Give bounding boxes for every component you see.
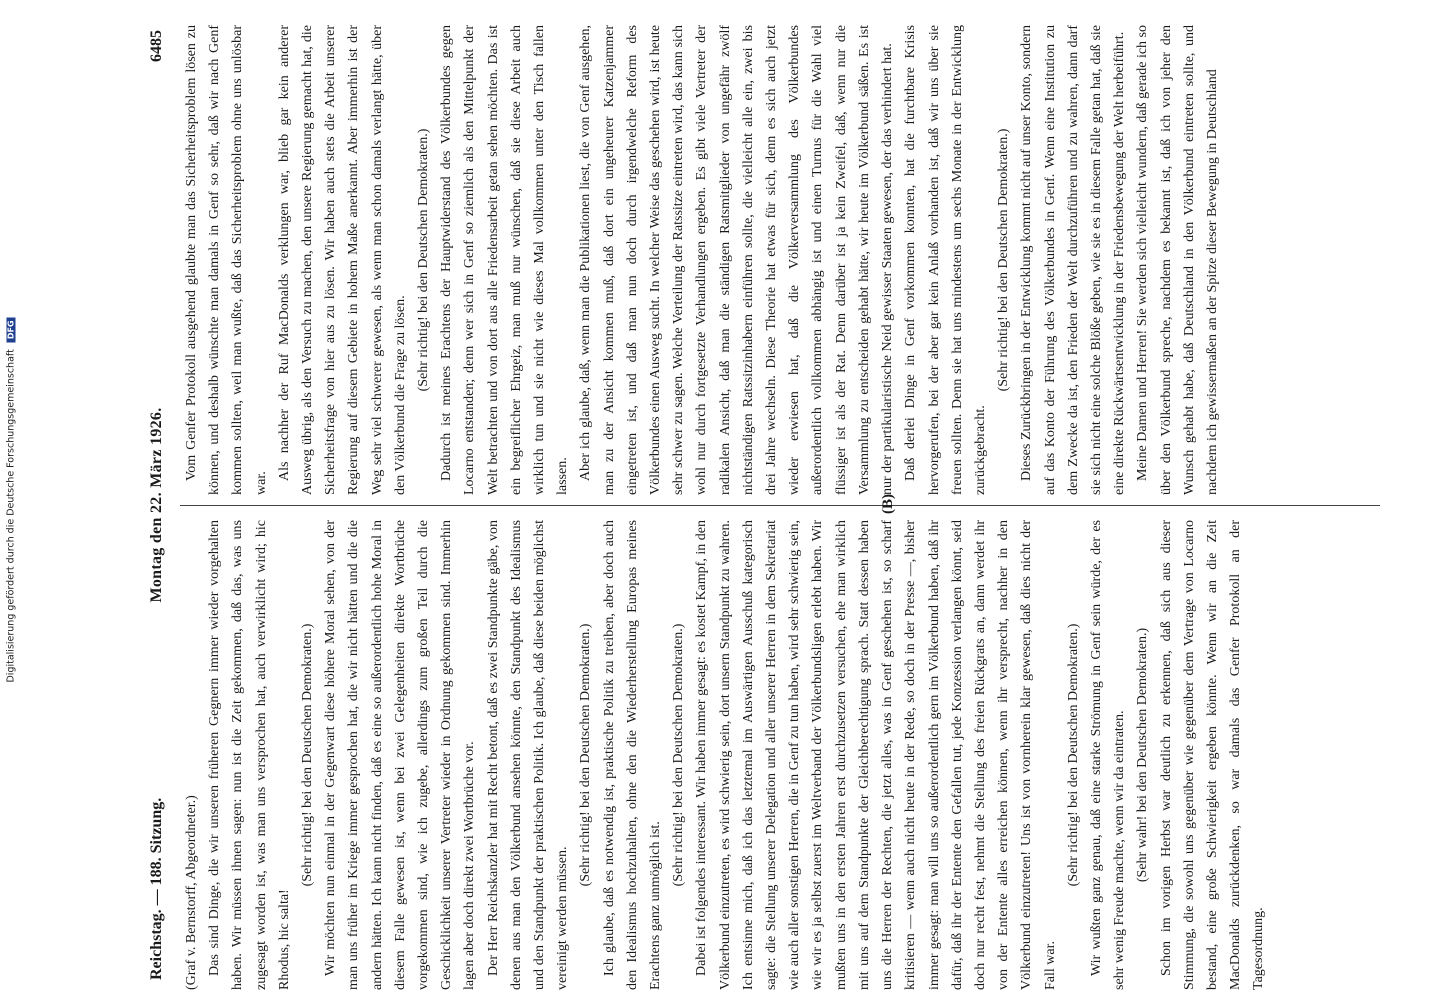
newspaper-page xyxy=(140,10,1390,1000)
text-column-right xyxy=(180,25,1380,495)
page-header xyxy=(148,30,174,980)
digitization-credit xyxy=(0,0,22,1000)
paragraph: Aber ich glaube, daß, wenn man die Publikationen liest, die von Genf ausgehen, man zu der Ansicht kommen muß, daß dort ein ungeheurer Katzenjammer eingetreten ist, und daß man nun doch durch irgendwelche Reform des Völkerbundes einen Ausweg sucht. In welcher Weise das geschehen wird, ist heute sehr schwer zu sagen. Welche Verteilung der Ratssitze eintreten wird, das kann sich wohl nur durch fortgesetzte Verhandlungen ergeben. Es gibt viele Vertreter der radikalen Ansicht, daß man die ständigen Ratsmitglieder von ungefähr zwölf nichtständigen Ratssitzinhabern einführen sollte, die vielleicht alle ein, zwei bis drei Jahre wechseln. Diese Theorie hat etwas für sich, denn es sich auch jetzt wieder erwiesen hat, daß die Völkerversammlung des Völkerbundes außerordentlich vollkommen abhängig ist und einen Turnus für die Wahl viel flüssiger ist als der Rat. Denn darüber ist ja kein Zweifel, daß, wenn nur die Versammlung zu entscheiden gehabt hätte, wir heute im Völkerbund säßen. Es ist nur der partikularistische Neid gewisser Staaten gewesen, der das verhindert hat. xyxy=(578,25,896,495)
paragraph: Schon im vorigen Herbst war deutlich zu erkennen, daß sich aus dieser Stimmung, die sowohl uns gegenüber wie gegenüber dem Vertrage von Locarno bestand, eine große Schwierigkeit ergeben könnte. Wenn wir an die Zeit MacDonalds zurückdenken, so war damals das Genfer Protokoll an der Tagesordnung. xyxy=(1158,520,1267,990)
speaker-line: (Graf v. Bernstorff, Abgeordneter.) xyxy=(184,795,199,990)
applause-note: (Sehr richtig! bei den Deutschen Demokraten.) xyxy=(300,623,316,887)
margin-marker-b: (B) xyxy=(880,494,896,514)
paragraph: Dabei ist folgendes interessant. Wir haben immer gesagt: es kostet Kampf, in den Völkerbund einzutreten, es wird schwierig sein, dort unsern Standpunkt zu wahren. Ich entsinne mich, daß ich das letztemal im Auswärtigen Ausschuß kategorisch sagte: die Stellung unserer Delegation und aller unserer Herren in dem Sekretariat wie auch aller sonstigen Herren, die in Genf zu tun haben, wird sehr schwierig sein, wie wir es ja selbst zuerst im Weltverband der Völkerbundsligen erlebt haben. Wir mußten uns in den ersten Jahren erst durchzusetzen versuchen, ehe man wirklich mit uns auf dem Standpunkte der Gleichberechtigung sprach. Statt dessen haben uns die Herren der Rechten, die jetzt alles, was in Genf geschehen ist, so scharf kritisieren — wenn auch nicht heute in der Rede, so doch in der Presse —, bisher immer gesagt: man will uns so außerordentlich gern im Völkerbund haben, daß ihr dafür, daß ihr der Entente den Gefallen tut, jede Konzession verlangen könnt, seid doch nur recht fest, nehmt die Stellung des freien Rückgrats an, dann werdet ihr von der Entente alles erreichen können, wenn ihr versprecht, nachher in den Völkerbund einzutreten! Uns ist von vornherein klar gewesen, daß dies nicht der Fall war. xyxy=(694,520,1058,990)
applause-note: (Sehr richtig! bei den Deutschen Demokraten.) xyxy=(578,623,594,887)
page-number: 6485 xyxy=(148,30,165,62)
credit-text: Digitalisierung gefördert durch die Deutsche Forschungsgemeinschaft xyxy=(5,349,17,683)
page-header-session: Reichstag. — 188. Sitzung. xyxy=(148,797,165,980)
paragraph: Das sind Dinge, die wir unseren früheren Gegnern immer wieder vorgehalten haben. Wir müssen ihnen sagen: nun ist die Zeit gekommen, daß das, was uns zugesagt worden ist, was man uns versprochen hat, auch verwirklicht wird; hic Rhodus, hic salta! xyxy=(207,520,292,990)
text-column-left xyxy=(180,520,1380,990)
applause-note: (Sehr richtig! bei den Deutschen Demokraten.) xyxy=(1065,623,1081,887)
page-header-title: Montag den 22. März 1926. xyxy=(148,407,165,603)
paragraph: Wir möchten nun einmal in der Gegenwart diese höhere Moral sehen, von der man uns früher im Kriege immer gesprochen hat, die wir nicht hätten und die die andern hätten. Ich kann nicht finden, daß es eine so außerordentlich hohe Moral in diesem Falle gewesen ist, wenn bei zwei Gelegenheiten direkte Wortbrüche vorgekommen sind, wie ich zugebe, allerdings zum großen Teil durch die Geschicklichkeit unserer Vertreter wieder in Ordnung gekommen sind. Immerhin lagen aber doch direkt zwei Wortbrüche vor. xyxy=(323,520,478,990)
paragraph: Der Herr Reichskanzler hat mit Recht betont, daß es zwei Standpunkte gäbe, von denen aus man den Völkerbund ansehen könnte, den Standpunkt des Idealismus und den Standpunkt der praktischen Politik. Ich glaube, daß diese beiden möglichst vereinigt werden müssen. xyxy=(485,520,571,990)
column-divider xyxy=(180,505,1380,506)
paragraph: Dieses Zurückbringen in der Entwicklung kommt nicht auf unser Konto, sondern auf das Konto der Führung des Völkerbundes in Genf. Wenn eine Institution zu dem Zwecke da ist, den Frieden der Welt durchzuführen und zu wahren, dann darf sie sich nicht eine solche Blöße geben, wie sie es in diesem Falle getan hat, daß sie eine direkte Rückwärtsentwicklung in der Friedensbewegung der Welt herbeiführt. xyxy=(1019,25,1128,495)
dfg-logo: DFG xyxy=(7,317,16,342)
applause-note: (Sehr richtig! bei den Deutschen Demokraten.) xyxy=(996,128,1012,392)
paragraph: Vom Genfer Protokoll ausgehend glaubte man das Sicherheitsproblem lösen zu können, und deshalb wünschte man damals in Genf so sehr, daß wir nach Genf kommen sollten, weil man wußte, daß das Sicherheitsproblem ohne uns unlösbar war. xyxy=(184,25,269,495)
paragraph: Meine Damen und Herren! Sie werden sich vielleicht wundern, daß gerade ich so über den Völkerbund spreche, nachdem es bekannt ist, daß ich von jeher den Wunsch gehabt habe, daß Deutschland in den Völkerbund eintreten sollte, und nachdem ich gewissermaßen an der Spitze dieser Bewegung in Deutschland xyxy=(1135,25,1220,495)
paragraph: Wir wußten ganz genau, daß eine starke Strömung in Genf sein würde, der es sehr wenig Freude machte, wenn wir da eintraten. xyxy=(1088,520,1128,990)
paragraph: Dadurch ist meines Erachtens der Hauptwiderstand des Völkerbundes gegen Locarno entstanden; denn wer sich in Genf so ziemlich als den Mittelpunkt der Welt betrachten und von dort aus alle Friedensarbeit getan sehen möchten. Das ist ein begreiflicher Ehrgeiz, man muß nur wünschen, daß sie diese Arbeit auch wirklich tun und sie nicht wie dieses Mal vollkommen unter den Tisch fallen lassen. xyxy=(439,25,571,495)
applause-note: (Sehr richtig! bei den Deutschen Demokraten.) xyxy=(671,623,687,887)
paragraph: Ich glaube, daß es notwendig ist, praktische Politik zu treiben, aber doch auch den Idealismus hochzuhalten, ohne den die Wiederherstellung Europas meines Erachtens ganz unmöglich ist. xyxy=(601,520,664,990)
applause-note: (Sehr wahr! bei den Deutschen Demokraten.) xyxy=(1135,627,1151,883)
paragraph: Als nachher der Ruf MacDonalds verklungen war, blieb gar kein anderer Ausweg übrig, als den Versuch zu machen, den unsere Regierung gemacht hat, die Sicherheitsfrage von hier aus zu lösen. Wir haben auch stets die Arbeit unserer Regierung auf diesem Gebiete in hohem Maße anerkannt. Aber immerhin ist der Weg sehr viel schwerer gewesen, als wenn man schon damals verlangt hätte, über den Völkerbund die Frage zu lösen. xyxy=(276,25,408,495)
applause-note: (Sehr richtig! bei den Deutschen Demokraten.) xyxy=(416,128,432,392)
paragraph: Daß derlei Dinge in Genf vorkommen konnten, hat die furchtbare Krisis hervorgerufen, bei der aber gar kein Anlaß vorhanden ist, daß wir uns über sie freuen sollten. Denn sie hat uns mindestens um sechs Monate in der Entwicklung zurückgebracht. xyxy=(903,25,988,495)
